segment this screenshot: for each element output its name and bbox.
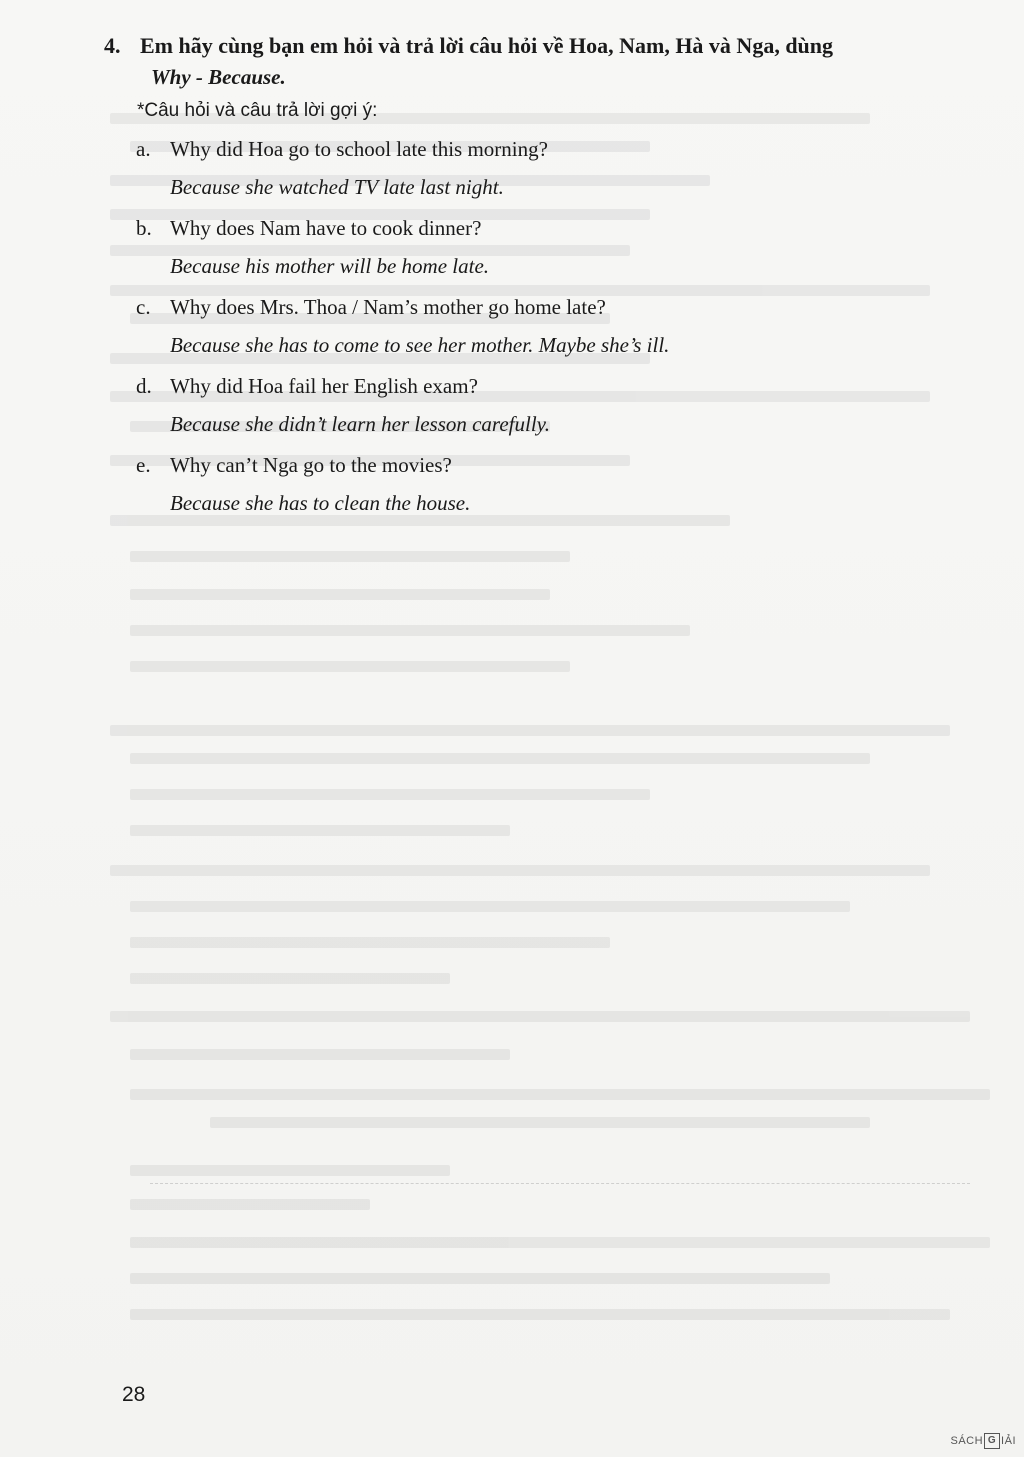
hint-label: *Câu hỏi và câu trả lời gợi ý:	[137, 100, 378, 121]
faint-divider-line	[150, 1183, 970, 1184]
watermark-text-left: SÁCH	[950, 1435, 984, 1447]
page-number: 28	[122, 1383, 146, 1406]
answer-d: Because she didn’t learn her lesson carefully.	[170, 412, 551, 436]
question-a	[136, 130, 984, 168]
answer-b: Because his mother will be home late.	[170, 254, 490, 278]
item-letter: c.	[136, 295, 151, 319]
question-d	[136, 367, 984, 405]
exercise-4	[104, 30, 984, 525]
qa-item-e	[136, 446, 984, 522]
exercise-subtitle: Why - Because.	[151, 65, 286, 89]
qa-item-c	[136, 288, 984, 364]
question-e	[136, 446, 984, 484]
qa-item-a	[136, 130, 984, 206]
question-text: Why did Hoa go to school late this morning?	[170, 137, 548, 161]
qa-item-b	[136, 209, 984, 285]
question-text: Why can’t Nga go to the movies?	[170, 453, 452, 477]
item-letter: b.	[136, 216, 152, 240]
item-letter: e.	[136, 453, 151, 477]
question-text: Why did Hoa fail her English exam?	[170, 374, 478, 398]
answer-c: Because she has to come to see her mother. Maybe she’s ill.	[170, 333, 670, 357]
answer-a: Because she watched TV late last night.	[170, 175, 504, 199]
watermark-text-right: IẢI	[1001, 1435, 1016, 1447]
answer-e: Because she has to clean the house.	[170, 491, 471, 515]
question-b	[136, 209, 984, 247]
item-letter: a.	[136, 137, 151, 161]
question-text: Why does Nam have to cook dinner?	[170, 216, 482, 240]
qa-item-d	[136, 367, 984, 443]
question-text: Why does Mrs. Thoa / Nam’s mother go home late?	[170, 295, 606, 319]
exercise-title: Em hãy cùng bạn em hỏi và trả lời câu hỏi về Hoa, Nam, Hà và Nga, dùng	[140, 33, 834, 58]
watermark-logo	[950, 1433, 1016, 1449]
exercise-heading	[104, 30, 984, 62]
item-letter: d.	[136, 374, 152, 398]
watermark-box-icon: G	[984, 1433, 1000, 1449]
qa-list	[104, 130, 984, 522]
question-c	[136, 288, 984, 326]
exercise-number: 4.	[104, 33, 121, 58]
